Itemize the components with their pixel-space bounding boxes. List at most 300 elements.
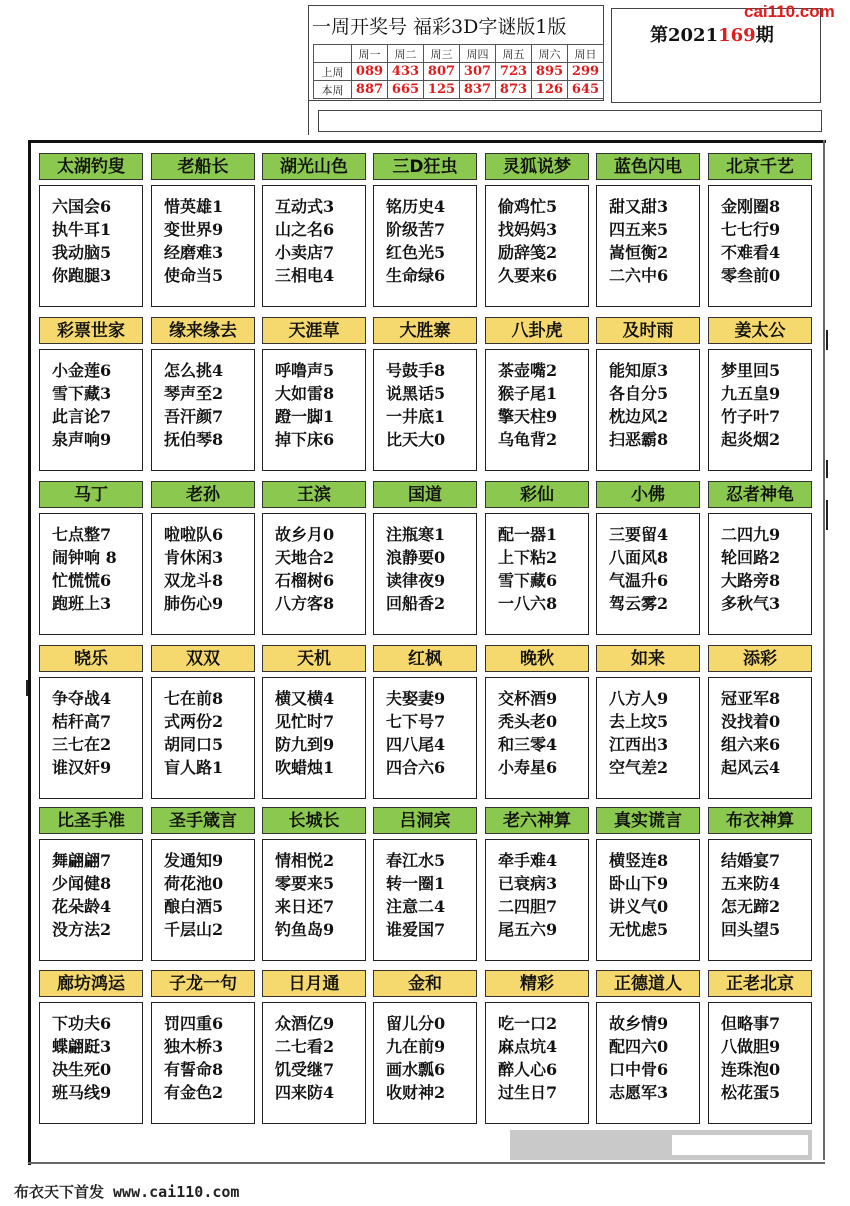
riddle-line: 回船香2 xyxy=(386,594,446,613)
riddle-line: 松花蛋5 xyxy=(721,1083,781,1102)
group-body xyxy=(485,513,589,635)
group-body xyxy=(708,349,812,471)
group-body xyxy=(39,185,143,307)
group-body xyxy=(485,1002,589,1124)
riddle-line: 蹬一脚1 xyxy=(275,407,335,426)
riddle-line: 梦里回5 xyxy=(721,361,781,380)
group-body xyxy=(708,1002,812,1124)
riddle-group xyxy=(151,645,255,799)
riddle-line: 浪静要0 xyxy=(386,548,446,567)
riddle-line: 故乡月0 xyxy=(275,525,335,544)
riddle-line: 蝶翩跹3 xyxy=(52,1037,112,1056)
riddle-line: 乌龟背2 xyxy=(498,430,558,449)
riddle-line: 经磨难3 xyxy=(164,243,224,262)
riddle-line: 八面风8 xyxy=(609,548,669,567)
group-title: 八卦虎 xyxy=(485,317,589,344)
group-body xyxy=(485,839,589,961)
group-title: 大胜寨 xyxy=(373,317,477,344)
table-row xyxy=(314,45,604,63)
group-body xyxy=(596,839,700,961)
group-title: 吕洞宾 xyxy=(373,807,477,834)
riddle-line: 防九到9 xyxy=(275,735,335,754)
riddle-line: 收财神2 xyxy=(386,1083,446,1102)
riddle-line: 天地合2 xyxy=(275,548,335,567)
group-title: 灵狐说梦 xyxy=(485,153,589,180)
riddle-line: 号鼓手8 xyxy=(386,361,446,380)
group-body xyxy=(151,349,255,471)
riddle-group xyxy=(151,970,255,1124)
riddle-line: 红色光5 xyxy=(386,243,446,262)
riddle-line: 下功夫6 xyxy=(52,1014,112,1033)
riddle-group xyxy=(262,807,366,961)
riddle-line: 怎无蹄2 xyxy=(721,897,781,916)
draw-number: 807 xyxy=(424,63,460,81)
riddle-line: 谁汉奸9 xyxy=(52,758,112,777)
table-row xyxy=(314,81,604,99)
group-body xyxy=(151,185,255,307)
riddle-line: 二六中6 xyxy=(609,266,669,285)
group-title: 如来 xyxy=(596,645,700,672)
riddle-line: 情相悦2 xyxy=(275,851,335,870)
riddle-line: 花朵龄4 xyxy=(52,897,112,916)
divider xyxy=(826,460,828,478)
group-title: 红枫 xyxy=(373,645,477,672)
riddle-group xyxy=(596,970,700,1124)
group-title: 真实谎言 xyxy=(596,807,700,834)
riddle-line: 故乡情9 xyxy=(609,1014,669,1033)
group-title: 缘来缘去 xyxy=(151,317,255,344)
group-title: 布衣神算 xyxy=(708,807,812,834)
riddle-line: 肯休闲3 xyxy=(164,548,224,567)
group-title: 金和 xyxy=(373,970,477,997)
riddle-line: 连珠泡0 xyxy=(721,1060,781,1079)
riddle-group xyxy=(262,970,366,1124)
group-body xyxy=(39,839,143,961)
riddle-line: 气温升6 xyxy=(609,571,669,590)
draw-number: 723 xyxy=(496,63,532,81)
group-body xyxy=(373,677,477,799)
draw-number: 887 xyxy=(352,81,388,99)
riddle-line: 四来防4 xyxy=(275,1083,335,1102)
riddle-line: 争夺战4 xyxy=(52,689,112,708)
riddle-line: 千层山2 xyxy=(164,920,224,939)
group-title: 子龙一句 xyxy=(151,970,255,997)
riddle-line: 式两份2 xyxy=(164,712,224,731)
riddle-line: 过生日7 xyxy=(498,1083,558,1102)
riddle-group xyxy=(485,153,589,307)
riddle-line: 阶级苦7 xyxy=(386,220,446,239)
riddle-line: 啦啦队6 xyxy=(164,525,224,544)
riddle-line: 交杯酒9 xyxy=(498,689,558,708)
riddle-group xyxy=(708,317,812,471)
riddle-line: 跑班上3 xyxy=(52,594,112,613)
riddle-line: 我动脑5 xyxy=(52,243,112,262)
riddle-line: 钓鱼岛9 xyxy=(275,920,335,939)
riddle-line: 吃一口2 xyxy=(498,1014,558,1033)
riddle-line: 石榴树6 xyxy=(275,571,335,590)
riddle-line: 你跑腿3 xyxy=(52,266,112,285)
riddle-group xyxy=(262,481,366,635)
riddle-line: 来日还7 xyxy=(275,897,335,916)
group-title: 天机 xyxy=(262,645,366,672)
riddle-line: 二七看2 xyxy=(275,1037,335,1056)
riddle-line: 转一圈1 xyxy=(386,874,446,893)
riddle-group xyxy=(708,481,812,635)
riddle-line: 执牛耳1 xyxy=(52,220,112,239)
riddle-line: 三要留4 xyxy=(609,525,669,544)
riddle-line: 八方客8 xyxy=(275,594,335,613)
draw-number: 645 xyxy=(568,81,604,99)
riddle-line: 胡同口5 xyxy=(164,735,224,754)
riddle-line: 独木桥3 xyxy=(164,1037,224,1056)
group-body xyxy=(151,513,255,635)
draw-number: 433 xyxy=(388,63,424,81)
riddle-line: 冠亚军8 xyxy=(721,689,781,708)
group-title: 正德道人 xyxy=(596,970,700,997)
riddle-line: 众酒亿9 xyxy=(275,1014,335,1033)
riddle-group xyxy=(485,317,589,471)
group-body xyxy=(262,1002,366,1124)
riddle-group xyxy=(596,807,700,961)
riddle-line: 空气差2 xyxy=(609,758,669,777)
divider xyxy=(826,500,828,530)
riddle-line: 尾五六9 xyxy=(498,920,558,939)
riddle-line: 口中骨6 xyxy=(609,1060,669,1079)
riddle-line: 回头望5 xyxy=(721,920,781,939)
day-header: 周三 xyxy=(424,45,460,63)
riddle-line: 闹钟响 8 xyxy=(52,548,117,567)
group-title: 湖光山色 xyxy=(262,153,366,180)
riddle-line: 酿白酒5 xyxy=(164,897,224,916)
group-title: 精彩 xyxy=(485,970,589,997)
riddle-line: 七七行9 xyxy=(721,220,781,239)
riddle-group xyxy=(708,645,812,799)
riddle-line: 讲义气0 xyxy=(609,897,669,916)
riddle-group xyxy=(373,153,477,307)
group-title: 长城长 xyxy=(262,807,366,834)
group-title: 老船长 xyxy=(151,153,255,180)
group-title: 圣手箴言 xyxy=(151,807,255,834)
riddle-line: 轮回路2 xyxy=(721,548,781,567)
riddle-line: 怎么挑4 xyxy=(164,361,224,380)
group-body xyxy=(485,185,589,307)
divider xyxy=(823,140,825,1160)
riddle-line: 扫恶霸8 xyxy=(609,430,669,449)
riddle-group xyxy=(596,481,700,635)
riddle-group xyxy=(151,153,255,307)
riddle-line: 金刚圈8 xyxy=(721,197,781,216)
riddle-group xyxy=(373,481,477,635)
riddle-line: 九在前9 xyxy=(386,1037,446,1056)
issue-number: 第2021169期 xyxy=(650,25,774,46)
riddle-line: 惜英雄1 xyxy=(164,197,224,216)
riddle-line: 呼噜声5 xyxy=(275,361,335,380)
riddle-line: 盲人路1 xyxy=(164,758,224,777)
group-body xyxy=(373,185,477,307)
riddle-line: 雪下藏3 xyxy=(52,384,112,403)
riddle-line: 五来防4 xyxy=(721,874,781,893)
riddle-line: 九五皇9 xyxy=(721,384,781,403)
riddle-line: 比天大0 xyxy=(386,430,446,449)
group-body xyxy=(39,513,143,635)
riddle-line: 互动式3 xyxy=(275,197,335,216)
draw-number: 126 xyxy=(532,81,568,99)
group-body xyxy=(708,677,812,799)
draw-results-table xyxy=(313,44,604,99)
riddle-line: 读律夜9 xyxy=(386,571,446,590)
riddle-line: 双龙斗8 xyxy=(164,571,224,590)
riddle-line: 志愿军3 xyxy=(609,1083,669,1102)
riddle-line: 横又横4 xyxy=(275,689,335,708)
riddle-line: 和三零4 xyxy=(498,735,558,754)
riddle-group xyxy=(485,645,589,799)
group-title: 日月通 xyxy=(262,970,366,997)
riddle-line: 秃头老0 xyxy=(498,712,558,731)
riddle-line: 多秋气3 xyxy=(721,594,781,613)
riddle-line: 起风云4 xyxy=(721,758,781,777)
footer-text: 布衣天下首发 www.cai110.com xyxy=(14,1183,240,1201)
day-header: 周日 xyxy=(568,45,604,63)
riddle-line: 起炎烟2 xyxy=(721,430,781,449)
group-body xyxy=(373,349,477,471)
riddle-line: 能知原3 xyxy=(609,361,669,380)
riddle-line: 画水瓢6 xyxy=(386,1060,446,1079)
group-title: 彩仙 xyxy=(485,481,589,508)
riddle-group xyxy=(708,970,812,1124)
riddle-line: 一八六8 xyxy=(498,594,558,613)
divider xyxy=(826,330,828,350)
group-body xyxy=(596,185,700,307)
group-title: 双双 xyxy=(151,645,255,672)
riddle-line: 七下号7 xyxy=(386,712,446,731)
riddle-group xyxy=(708,807,812,961)
riddle-line: 夫娶妻9 xyxy=(386,689,446,708)
riddle-line: 桔秆高7 xyxy=(52,712,112,731)
group-body xyxy=(373,839,477,961)
day-header: 周一 xyxy=(352,45,388,63)
riddle-line: 江西出3 xyxy=(609,735,669,754)
riddle-line: 二四九9 xyxy=(721,525,781,544)
riddle-line: 一井底1 xyxy=(386,407,446,426)
riddle-line: 久要来6 xyxy=(498,266,558,285)
riddle-line: 七在前8 xyxy=(164,689,224,708)
group-title: 及时雨 xyxy=(596,317,700,344)
riddle-line: 猴子尾1 xyxy=(498,384,558,403)
group-body xyxy=(708,185,812,307)
riddle-line: 使命当5 xyxy=(164,266,224,285)
group-title: 太湖钓叟 xyxy=(39,153,143,180)
group-body xyxy=(151,1002,255,1124)
day-header: 周五 xyxy=(496,45,532,63)
riddle-line: 铭历史4 xyxy=(386,197,446,216)
riddle-line: 没找着0 xyxy=(721,712,781,731)
riddle-line: 生命绿6 xyxy=(386,266,446,285)
riddle-group xyxy=(262,153,366,307)
group-title: 晚秋 xyxy=(485,645,589,672)
riddle-line: 无忧虑5 xyxy=(609,920,669,939)
group-title: 老孙 xyxy=(151,481,255,508)
group-body xyxy=(708,839,812,961)
riddle-line: 卧山下9 xyxy=(609,874,669,893)
group-title: 天涯草 xyxy=(262,317,366,344)
riddle-group xyxy=(596,317,700,471)
group-title: 姜太公 xyxy=(708,317,812,344)
riddle-line: 饥受继7 xyxy=(275,1060,335,1079)
riddle-line: 掉下床6 xyxy=(275,430,335,449)
riddle-line: 决生死0 xyxy=(52,1060,112,1079)
group-body xyxy=(596,1002,700,1124)
page-title: 一周开奖号 福彩3D字谜版1版 xyxy=(312,16,567,38)
group-body xyxy=(485,349,589,471)
riddle-line: 班马线9 xyxy=(52,1083,112,1102)
riddle-line: 三七在2 xyxy=(52,735,112,754)
group-body xyxy=(596,513,700,635)
riddle-line: 此言论7 xyxy=(52,407,112,426)
group-body xyxy=(262,513,366,635)
riddle-line: 小卖店7 xyxy=(275,243,335,262)
riddle-group xyxy=(373,807,477,961)
group-body xyxy=(373,1002,477,1124)
divider xyxy=(308,101,309,135)
riddle-group xyxy=(485,970,589,1124)
last-week-label: 上周 xyxy=(314,63,352,81)
riddle-line: 没方法2 xyxy=(52,920,112,939)
riddle-group xyxy=(39,317,143,471)
riddle-line: 结婚宴7 xyxy=(721,851,781,870)
group-body xyxy=(262,677,366,799)
riddle-line: 找妈妈3 xyxy=(498,220,558,239)
riddle-line: 麻点坑4 xyxy=(498,1037,558,1056)
group-title: 添彩 xyxy=(708,645,812,672)
riddle-line: 山之名6 xyxy=(275,220,335,239)
riddle-line: 已衰病3 xyxy=(498,874,558,893)
riddle-line: 各自分5 xyxy=(609,384,669,403)
riddle-group xyxy=(373,645,477,799)
riddle-line: 驾云雾2 xyxy=(609,594,669,613)
riddle-line: 四八尾4 xyxy=(386,735,446,754)
blank-banner xyxy=(318,110,822,132)
group-title: 廊坊鸿运 xyxy=(39,970,143,997)
riddle-line: 偷鸡忙5 xyxy=(498,197,558,216)
riddle-line: 罚四重6 xyxy=(164,1014,224,1033)
group-title: 忍者神龟 xyxy=(708,481,812,508)
riddle-group xyxy=(262,645,366,799)
riddle-group xyxy=(39,481,143,635)
riddle-group xyxy=(373,970,477,1124)
riddle-group xyxy=(485,807,589,961)
group-title: 晓乐 xyxy=(39,645,143,672)
riddle-line: 甜又甜3 xyxy=(609,197,669,216)
riddle-line: 少闻健8 xyxy=(52,874,112,893)
group-body xyxy=(596,677,700,799)
riddle-line: 见忙时7 xyxy=(275,712,335,731)
group-title: 比圣手准 xyxy=(39,807,143,834)
riddle-group xyxy=(485,481,589,635)
riddle-line: 肺伤心9 xyxy=(164,594,224,613)
day-header: 周四 xyxy=(460,45,496,63)
riddle-group xyxy=(262,317,366,471)
group-body xyxy=(262,839,366,961)
riddle-group xyxy=(39,645,143,799)
riddle-line: 雪下藏6 xyxy=(498,571,558,590)
group-body xyxy=(708,513,812,635)
riddle-group xyxy=(151,807,255,961)
riddle-line: 四五来5 xyxy=(609,220,669,239)
riddle-line: 七点整7 xyxy=(52,525,112,544)
riddle-line: 励辞笺2 xyxy=(498,243,558,262)
riddle-line: 谁爱国7 xyxy=(386,920,446,939)
riddle-line: 大如雷8 xyxy=(275,384,335,403)
riddle-line: 去上坟5 xyxy=(609,712,669,731)
riddle-line: 二四胆7 xyxy=(498,897,558,916)
group-body xyxy=(373,513,477,635)
draw-number: 125 xyxy=(424,81,460,99)
riddle-line: 春江水5 xyxy=(386,851,446,870)
group-body xyxy=(39,349,143,471)
group-title: 马丁 xyxy=(39,481,143,508)
riddle-group xyxy=(39,970,143,1124)
riddle-line: 抚伯琴8 xyxy=(164,430,224,449)
group-body xyxy=(262,349,366,471)
table-row xyxy=(314,63,604,81)
group-body xyxy=(39,1002,143,1124)
group-body xyxy=(151,677,255,799)
riddle-group xyxy=(151,317,255,471)
riddle-line: 八做胆9 xyxy=(721,1037,781,1056)
group-title: 王滨 xyxy=(262,481,366,508)
riddle-group xyxy=(39,153,143,307)
riddle-line: 上下粘2 xyxy=(498,548,558,567)
group-title: 三D狂虫 xyxy=(373,153,477,180)
group-body xyxy=(262,185,366,307)
riddle-line: 大路旁8 xyxy=(721,571,781,590)
riddle-line: 泉声响9 xyxy=(52,430,112,449)
riddle-line: 横竖连8 xyxy=(609,851,669,870)
riddle-line: 舞翩翩7 xyxy=(52,851,112,870)
riddle-line: 有誓命8 xyxy=(164,1060,224,1079)
riddle-line: 零要来5 xyxy=(275,874,335,893)
riddle-group xyxy=(39,807,143,961)
riddle-line: 荷花池0 xyxy=(164,874,224,893)
draw-number: 873 xyxy=(496,81,532,99)
riddle-line: 有金色2 xyxy=(164,1083,224,1102)
group-title: 小佛 xyxy=(596,481,700,508)
site-watermark: cai110.com xyxy=(744,2,835,21)
footer-banner-slot xyxy=(672,1135,808,1155)
group-body xyxy=(151,839,255,961)
riddle-line: 留儿分0 xyxy=(386,1014,446,1033)
riddle-group xyxy=(708,153,812,307)
riddle-line: 但略事7 xyxy=(721,1014,781,1033)
riddle-line: 小金莲6 xyxy=(52,361,112,380)
riddle-line: 琴声至2 xyxy=(164,384,224,403)
this-week-label: 本周 xyxy=(314,81,352,99)
riddle-line: 嵩恒衡2 xyxy=(609,243,669,262)
group-title: 正老北京 xyxy=(708,970,812,997)
riddle-line: 说黑话5 xyxy=(386,384,446,403)
riddle-line: 注瓶寒1 xyxy=(386,525,446,544)
draw-number: 665 xyxy=(388,81,424,99)
riddle-line: 四合六6 xyxy=(386,758,446,777)
riddle-line: 小寿星6 xyxy=(498,758,558,777)
riddle-line: 零叁前0 xyxy=(721,266,781,285)
draw-number: 089 xyxy=(352,63,388,81)
day-header: 周六 xyxy=(532,45,568,63)
draw-number: 837 xyxy=(460,81,496,99)
riddle-line: 擎天柱9 xyxy=(498,407,558,426)
riddle-group xyxy=(596,153,700,307)
draw-number: 299 xyxy=(568,63,604,81)
